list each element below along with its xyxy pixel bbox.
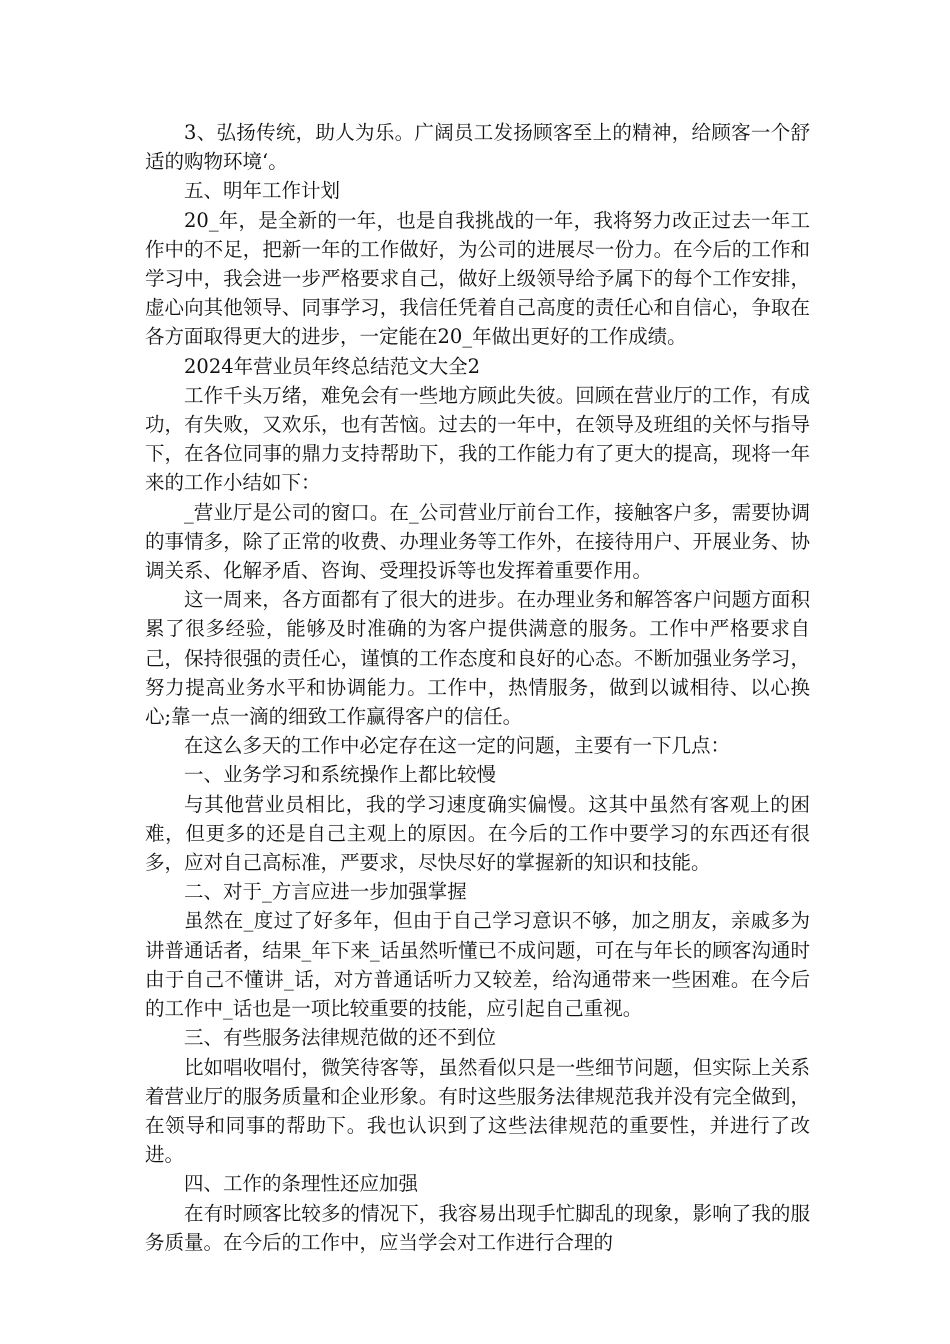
- heading-problem-4: 四、工作的条理性还应加强: [184, 1172, 419, 1196]
- article-title-2: 2024年营业员年终总结范文大全2: [184, 354, 481, 378]
- paragraph-next-year-plan: 20_年，是全新的一年，也是自我挑战的一年，我将努力改正过去一年工作中的不足，把新一年的工作做好，为公司的进展尽一份力。在今后的工作和学习中，我会进一步严格要求自己，做好上级领导给予属下的每个工作安排，虚心向其他领导、同事学习，我信任凭着自己高度的责任心和自信心，争取在各方面取得更大的进步，一定能在20_年做出更好的工作成绩。: [145, 208, 810, 349]
- paragraph-problem-3: 比如唱收唱付，微笑待客等，虽然看似只是一些细节问题，但实际上关系着营业厅的服务质量和企业形象。有时这些服务法律规范我并没有完全做到，在领导和同事的帮助下。我也认识到了这些法律规范的重要性，并进行了改进。: [145, 1055, 810, 1167]
- paragraph-problems-intro: 在这么多天的工作中必定存在这一定的问题，主要有一下几点：: [184, 734, 731, 758]
- paragraph-intro-review: 工作千头万绪，难免会有一些地方顾此失彼。回顾在营业厅的工作，有成功，有失败，又欢乐，也有苦恼。过去的一年中，在领导及班组的关怀与指导下，在各位同事的鼎力支持帮助下，我的工作能力有了更大的提高，现将一年来的工作小结如下：: [145, 383, 810, 495]
- heading-problem-1: 一、业务学习和系统操作上都比较慢: [184, 763, 497, 787]
- heading-problem-2: 二、对于_方言应进一步加强掌握: [184, 880, 467, 904]
- document-page: [145, 118, 810, 1257]
- heading-next-year-plan: 五、明年工作计划: [184, 179, 341, 203]
- paragraph-hall-window: _营业厅是公司的窗口。在_公司营业厅前台工作，接触客户多，需要协调的事情多，除了正常的收费、办理业务等工作外，在接待用户、开展业务、协调关系、化解矛盾、咨询、受理投诉等也发挥着重要作用。: [145, 500, 810, 583]
- paragraph-promote-tradition: 3、弘扬传统，助人为乐。广阔员工发扬顾客至上的精神，给顾客一个舒适的购物环境‘。: [145, 121, 810, 174]
- paragraph-problem-1: 与其他营业员相比，我的学习速度确实偏慢。这其中虽然有客观上的困难，但更多的还是自己主观上的原因。在今后的工作中要学习的东西还有很多，应对自己高标准，严要求，尽快尽好的掌握新的知识和技能。: [145, 792, 810, 875]
- paragraph-problem-4: 在有时顾客比较多的情况下，我容易出现手忙脚乱的现象，影响了我的服务质量。在今后的工作中，应当学会对工作进行合理的: [145, 1201, 810, 1254]
- paragraph-weekly-progress: 这一周来，各方面都有了很大的进步。在办理业务和解答客户问题方面积累了很多经验，能够及时准确的为客户提供满意的服务。工作中严格要求自己，保持很强的责任心，谨慎的工作态度和良好的心态。不断加强业务学习，努力提高业务水平和协调能力。工作中，热情服务，做到以诚相待、以心换心;靠一点一滴的细致工作赢得客户的信任。: [145, 588, 810, 729]
- paragraph-problem-2: 虽然在_度过了好多年，但由于自己学习意识不够，加之朋友，亲戚多为讲普通话者，结果_年下来_话虽然听懂已不成问题，可在与年长的顾客沟通时由于自己不懂讲_话，对方普通话听力又较差，给沟通带来一些困难。在今后的工作中_话也是一项比较重要的技能，应引起自己重视。: [145, 909, 810, 1021]
- heading-problem-3: 三、有些服务法律规范做的还不到位: [184, 1026, 497, 1050]
